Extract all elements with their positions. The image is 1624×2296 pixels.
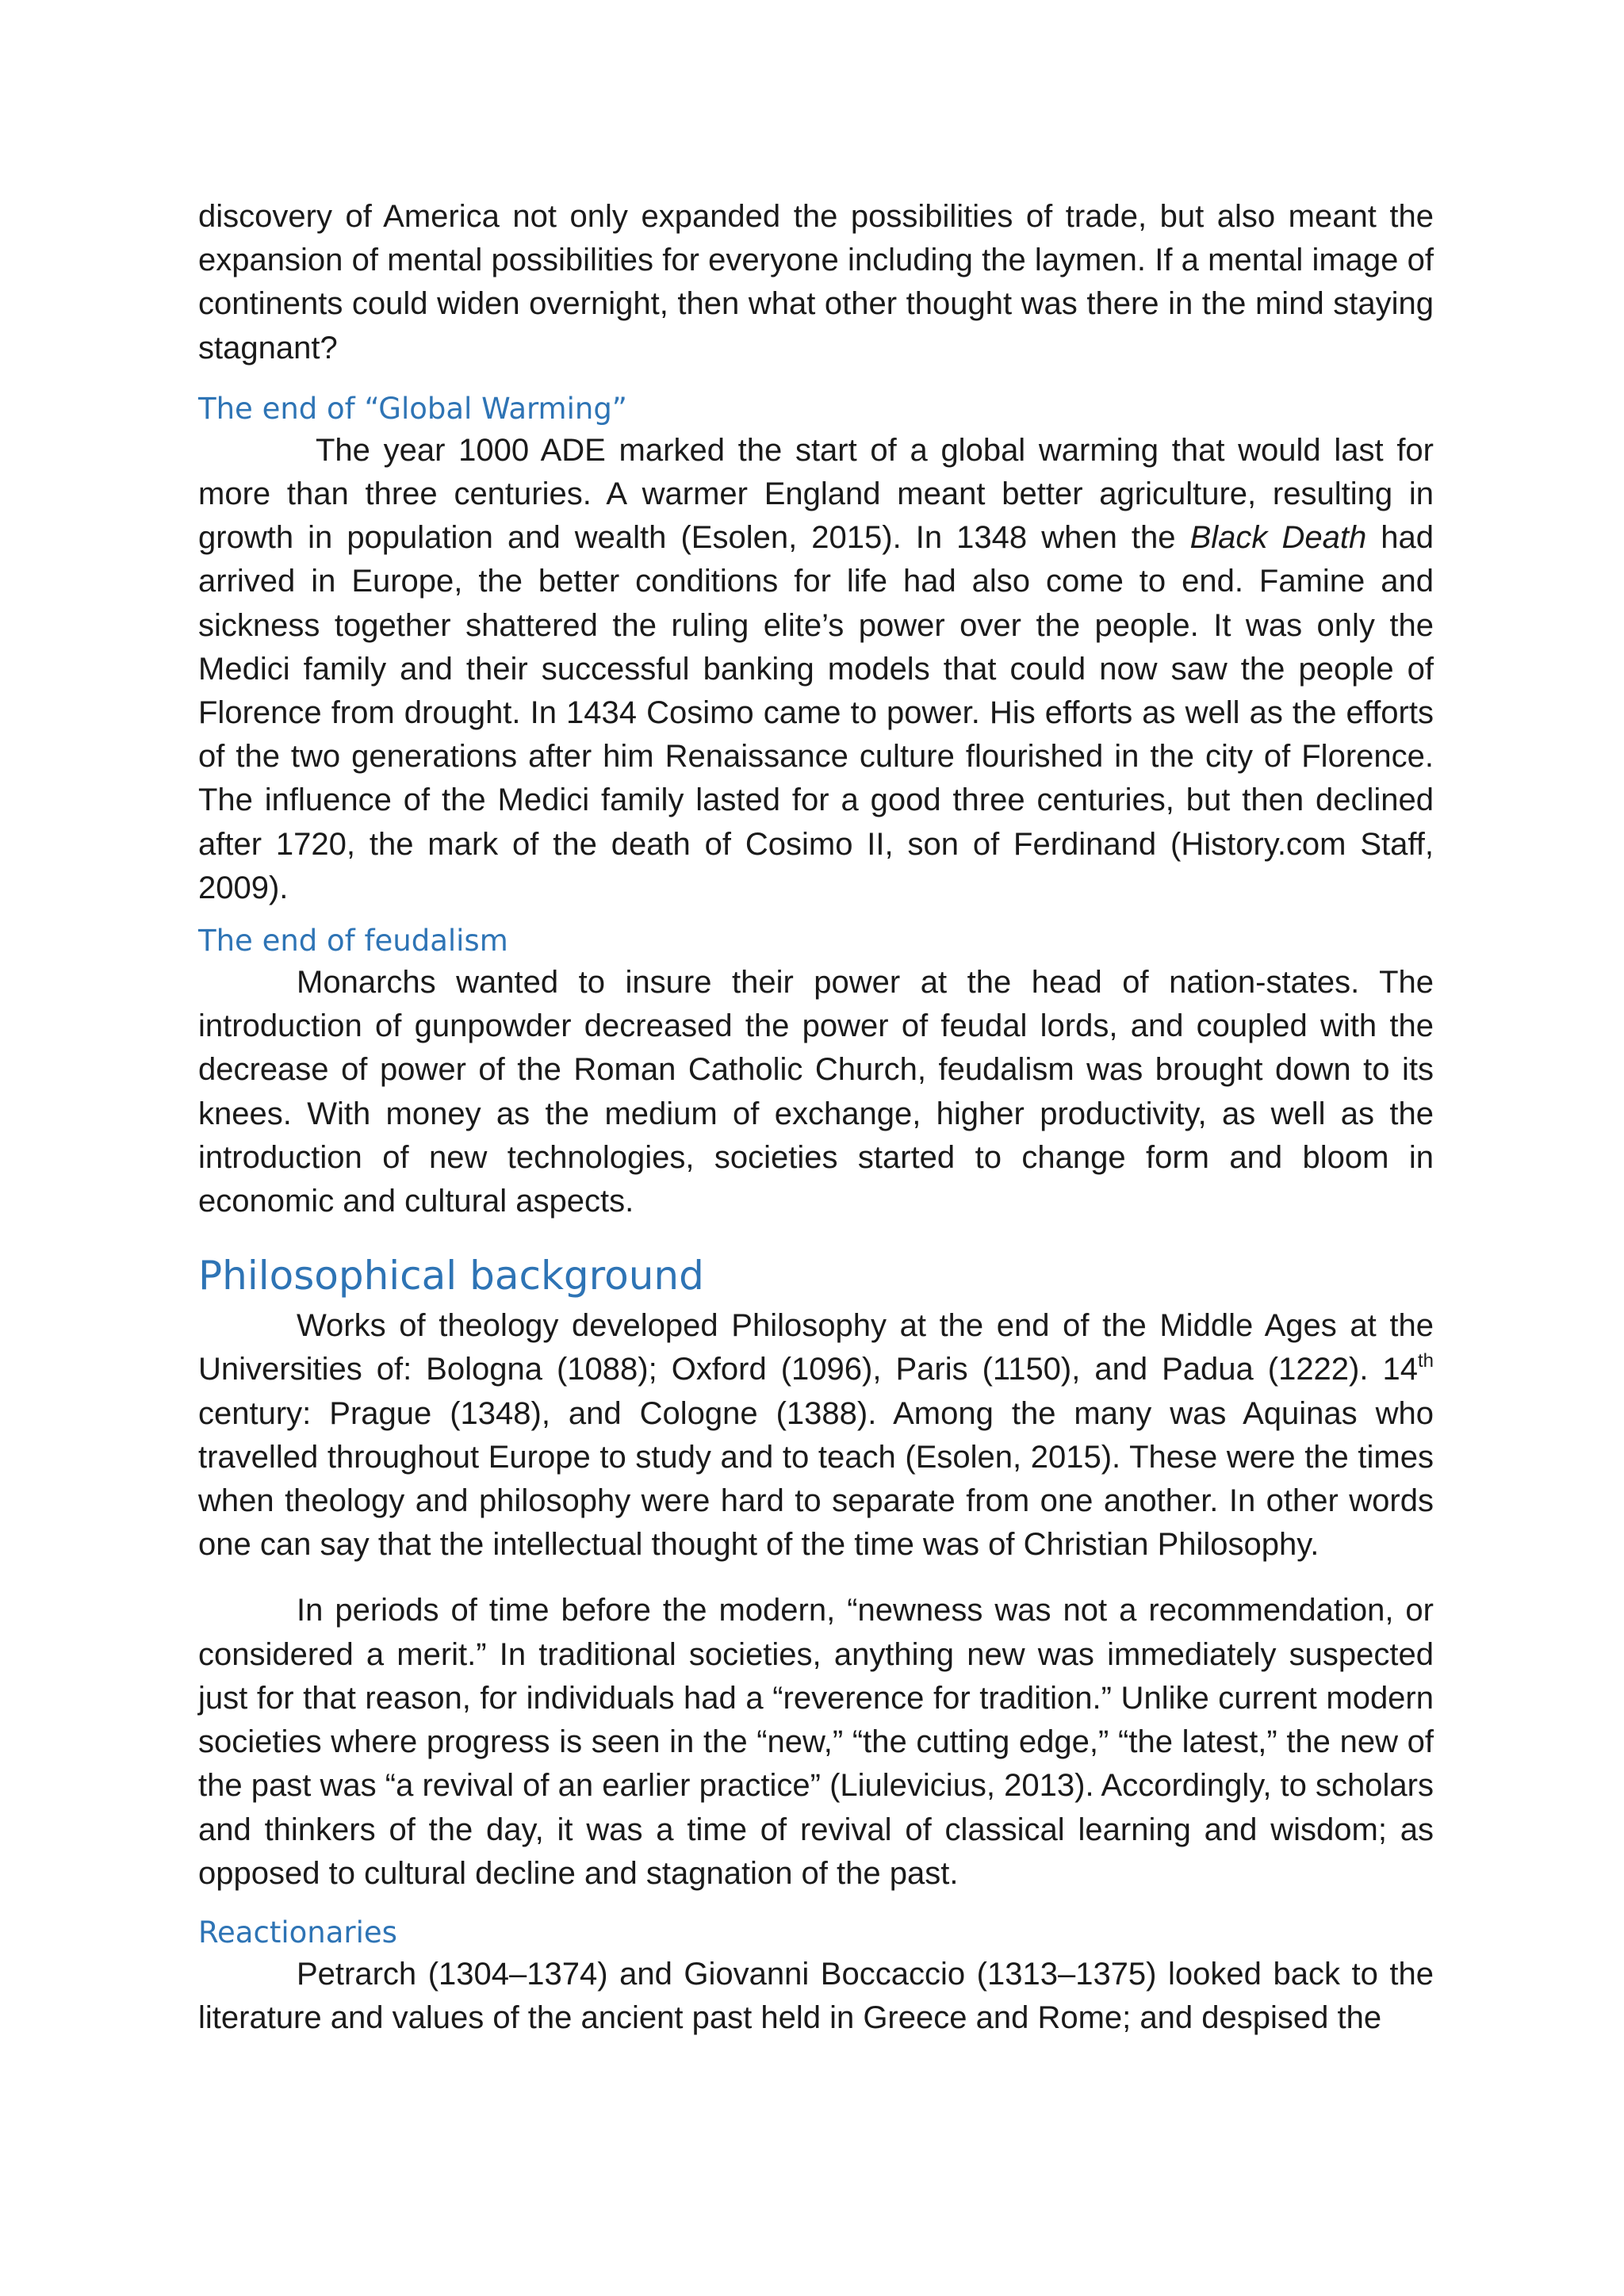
heading-philosophical-background: Philosophical background	[198, 1253, 704, 1299]
paragraph-feudalism: Monarchs wanted to insure their power at the head of nation-states. The introduction of gunpowder decreased the power of feudal lords, and coupled with the decrease of power of the Roman Catholic Church, feudalism was brought down to its knees. With money as the medium of exchange, higher productivity, as well as the introduction of new technologies, societies started to change form and bloom in economic and cultural aspects.	[198, 965, 1434, 1219]
global-warming-text-part2: had arrived in Europe, the better conditions for life had also come to end. Famine and sickness together shattered the ruling elite’s power over the people. It was only the Medici family and their successful banking models that could now saw the people of Florence from drought. In 1434 Cosimo came to power. His efforts as well as the efforts of the two generations after him Renaissance culture flourished in the city of Florence. The influence of the Medici family lasted for a good three centuries, but then declined after 1720, the mark of the death of Cosimo II, son of Ferdinand (History.com Staff, 2009).	[198, 520, 1434, 905]
paragraph-philosophical-2: In periods of time before the modern, “newness was not a recommendation, or considered a merit.” In traditional societies, anything new was immediately suspected just for that reason, for individuals had a “reverence for tradition.” Unlike current modern societies where progress is seen in the “new,” “the cutting edge,” “the latest,” the new of the past was “a revival of an earlier practice” (Liulevicius, 2013). Accordingly, to scholars and thinkers of the day, it was a time of revival of classical learning and wisdom; as opposed to cultural decline and stagnation of the past.	[198, 1593, 1434, 1891]
heading-feudalism: The end of feudalism	[198, 924, 508, 959]
intro-paragraph: discovery of America not only expanded the possibilities of trade, but also meant the expansion of mental possibilities for everyone including the laymen. If a mental image of continents could widen overnight, then what other thought was there in the mind staying stagnant?	[198, 199, 1434, 365]
paragraph-global-warming	[198, 429, 1434, 910]
page-content	[198, 195, 1434, 2040]
philosophical-text-part1: Works of theology developed Philosophy at the end of the Middle Ages at the Universities of: Bologna (1088); Oxford (1096), Paris (1150), and Padua (1222). 14	[198, 1308, 1434, 1387]
paragraph-philosophical-1	[198, 1304, 1434, 1567]
heading-global-warming: The end of “Global Warming”	[198, 391, 627, 426]
black-death-term: Black Death	[1189, 520, 1367, 556]
philosophical-text-part2: century: Prague (1348), and Cologne (1388). Among the many was Aquinas who travelled throughout Europe to study and to teach (Esolen, 2015). These were the times when theology and philosophy were hard to separate from one another. In other words one can say that the intellectual thought of the time was of Christian Philosophy.	[198, 1395, 1434, 1563]
ordinal-superscript: th	[1417, 1350, 1434, 1372]
global-warming-text-part1: The year 1000 ADE marked the start of a global warming that would last for more than three centuries. A warmer England meant better agriculture, resulting in growth in population and wealth (Esolen, 2015). In 1348 when the	[198, 432, 1434, 556]
heading-reactionaries: Reactionaries	[198, 1915, 397, 1950]
paragraph-reactionaries: Petrarch (1304–1374) and Giovanni Boccaccio (1313–1375) looked back to the literature and values of the ancient past held in Greece and Rome; and despised the	[198, 1956, 1434, 2036]
